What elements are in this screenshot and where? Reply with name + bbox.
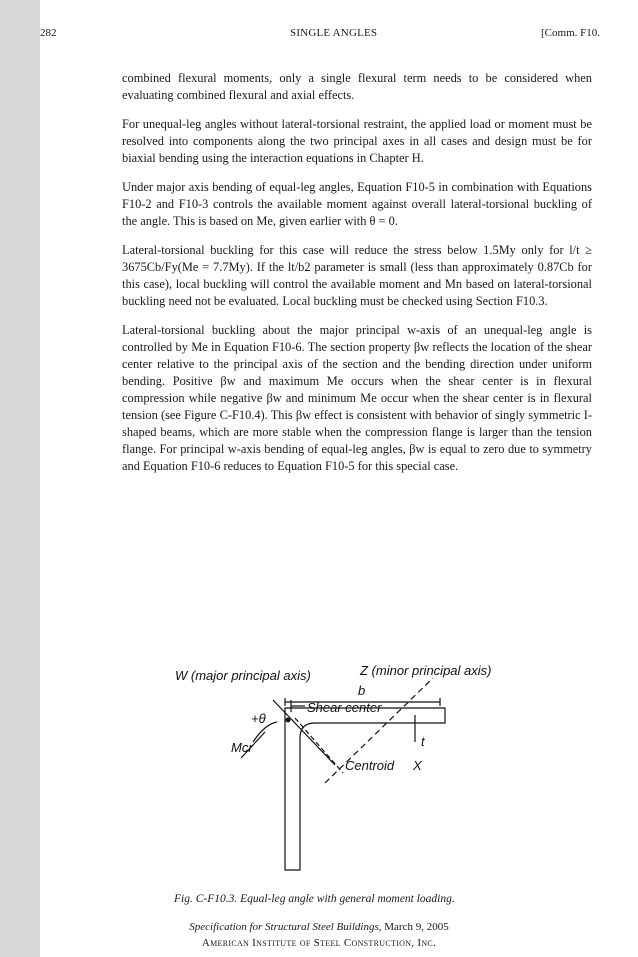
centroid-label: Centroid: [345, 758, 395, 773]
page-number: 282: [40, 27, 57, 39]
theta-label: +θ: [251, 711, 266, 726]
mcr-label: Mcr: [231, 740, 253, 755]
paragraph: combined flexural moments, only a single flexural term needs to be considered when evaluating combined flexural and axial effects.: [122, 71, 592, 102]
z-axis-label: Z (minor principal axis): [360, 663, 492, 678]
page-margin-strip: [0, 0, 40, 957]
w-axis-label: W (major principal axis): [175, 668, 311, 683]
paragraph: Under major axis bending of equal-leg angles, Equation F10-5 in combination with Equations F10-2 and F10-3 controls the available moment against overall lateral-torsional buckling of the angle. This is based on Me, given earlier with θ = 0.: [122, 180, 592, 228]
running-title: SINGLE ANGLES: [290, 27, 378, 39]
footer-spec: [0, 921, 638, 933]
paragraph: Lateral-torsional buckling about the major principal w-axis of an unequal-leg angle is controlled by Me in Equation F10-6. The section property βw reflects the location of the shear center relative to the principal axis of the section and the bending direction under uniform bending. Positive βw and maximum Me occurs when the shear center is in flexural compression while negative βw and minimum Me occur when the shear center is in flexural tension (see Figure C-F10.4). This βw effect is consistent with behavior of singly symmetric I-shaped beams, which are more stable when the compression flange is larger than the tension flange. For principal w-axis bending of equal-leg angles, βw is equal to zero due to symmetry and Equation F10-6 reduces to Equation F10-5 for this special case.: [122, 323, 592, 473]
shear-center-label: Shear center: [307, 700, 382, 715]
t-label: t: [421, 734, 425, 749]
figure-caption: Fig. C-F10.3. Equal-leg angle with general moment loading.: [174, 893, 455, 905]
angle-section: [285, 708, 445, 870]
paragraph: For unequal-leg angles without lateral-torsional restraint, the applied load or moment must be resolved into components along the two principal axes in all cases and design must be for biaxial bending using the interaction equations in Chapter H.: [122, 117, 592, 165]
paragraph: Lateral-torsional buckling for this case will reduce the stress below 1.5My only for l/t ≥ 3675Cb/Fy(Me = 7.7My). If the lt/b2 parameter is small (less than approximately 0.87Cb for this case), local buckling will control the available moment and Mn based on lateral-torsional buckling need not be evaluated. Local buckling must be checked using Section F10.3.: [122, 243, 592, 308]
shear-center-dot: [286, 718, 291, 723]
section-reference: [Comm. F10.: [541, 27, 600, 39]
principal-line: [295, 718, 343, 773]
body-text: [122, 70, 592, 487]
footer-publisher: American Institute of Steel Construction, Inc.: [201, 937, 437, 949]
footer-spec-title: Specification for Structural Steel Buildings,: [189, 921, 382, 933]
x-label: X: [413, 758, 422, 773]
footer-date: March 9, 2005: [384, 921, 449, 933]
b-label: b: [358, 683, 366, 698]
angle-diagram: [165, 660, 505, 875]
